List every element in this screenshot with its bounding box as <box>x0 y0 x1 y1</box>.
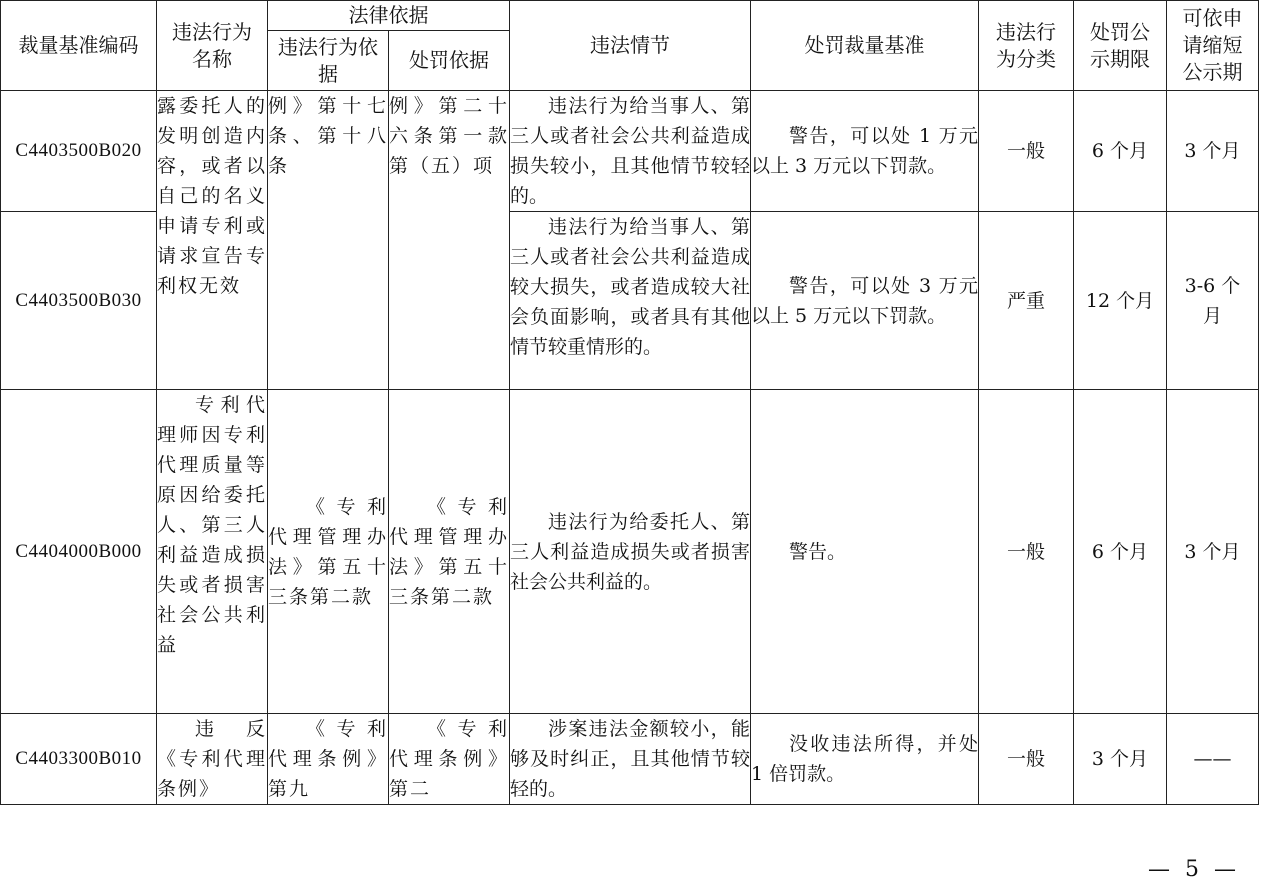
row-shorten: 3 个月 <box>1167 91 1259 212</box>
row-code: C4403300B010 <box>1 714 157 805</box>
table-row <box>1 714 1259 805</box>
row-circumstance: 违法行为给当事人、第三人或者社会公共利益造成损失较小，且其他情节较轻的。 <box>510 95 750 207</box>
row-name: 违反《专利代理条例》 <box>157 718 267 800</box>
header-violation-basis: 违法行为依据 <box>268 31 389 91</box>
row-benchmark: 警告。 <box>789 540 847 563</box>
header-name: 违法行为名称 <box>157 1 268 91</box>
header-benchmark: 处罚裁量基准 <box>751 1 979 91</box>
row-penalty-basis: 《专利代理管理办法》第五十三条第二款 <box>389 495 509 608</box>
row-circumstance: 违法行为给当事人、第三人或者社会公共利益造成较大损失，或者造成较大社会负面影响，或者具有其他情节较重情形的。 <box>510 216 750 358</box>
row-name: 专利代理师因专利代理质量等原因给委托人、第三人利益造成损失或者损害社会公共利益 <box>157 394 267 656</box>
row-benchmark: 警告，可以处 3 万元以上 5 万元以下罚款。 <box>751 274 978 327</box>
row-circumstance: 违法行为给委托人、第三人利益造成损失或者损害社会公共利益的。 <box>510 510 750 593</box>
row-benchmark: 没收违法所得，并处 1 倍罚款。 <box>751 733 978 785</box>
row-category: 一般 <box>979 714 1074 805</box>
header-category: 违法行为分类 <box>979 1 1074 91</box>
row-shorten: —— <box>1167 714 1259 805</box>
row-violation-basis: 《专利代理管理办法》第五十三条第二款 <box>268 495 388 608</box>
row-period: 6 个月 <box>1074 91 1167 212</box>
row-period: 3 个月 <box>1074 714 1167 805</box>
row-benchmark: 警告，可以处 1 万元以上 3 万元以下罚款。 <box>751 125 978 177</box>
header-legal-basis: 法律依据 <box>268 1 510 31</box>
row-shorten: 3 个月 <box>1167 390 1259 714</box>
header-circumstances: 违法情节 <box>510 1 751 91</box>
header-penalty-basis: 处罚依据 <box>389 31 510 91</box>
row-violation-basis: 例》第十七条、第十八条 <box>268 91 389 390</box>
header-code: 裁量基准编码 <box>1 1 157 91</box>
row-penalty-basis: 《专利代理条例》第二 <box>389 718 509 800</box>
row-violation-basis: 《专利代理条例》第九 <box>268 718 388 800</box>
row-category: 一般 <box>979 91 1074 212</box>
page-number: — 5 — <box>1148 857 1240 882</box>
header-shorten: 可依申请缩短公示期 <box>1167 1 1259 91</box>
row-name: 露委托人的发明创造内容，或者以自己的名义申请专利或请求宣告专利权无效 <box>157 91 268 390</box>
row-code: C4403500B020 <box>1 91 157 212</box>
row-category: 一般 <box>979 390 1074 714</box>
table-row <box>1 390 1259 714</box>
row-code: C4403500B030 <box>1 212 157 390</box>
row-shorten: 3-6 个月 <box>1167 212 1259 390</box>
header-period: 处罚公示期限 <box>1074 1 1167 91</box>
table-row <box>1 91 1259 212</box>
row-code: C4404000B000 <box>1 390 157 714</box>
row-period: 6 个月 <box>1074 390 1167 714</box>
row-circumstance: 涉案违法金额较小，能够及时纠正，且其他情节较轻的。 <box>510 718 750 800</box>
row-penalty-basis: 例》第二十六条第一款第（五）项 <box>389 91 510 390</box>
row-period: 12 个月 <box>1074 212 1167 390</box>
row-category: 严重 <box>979 212 1074 390</box>
